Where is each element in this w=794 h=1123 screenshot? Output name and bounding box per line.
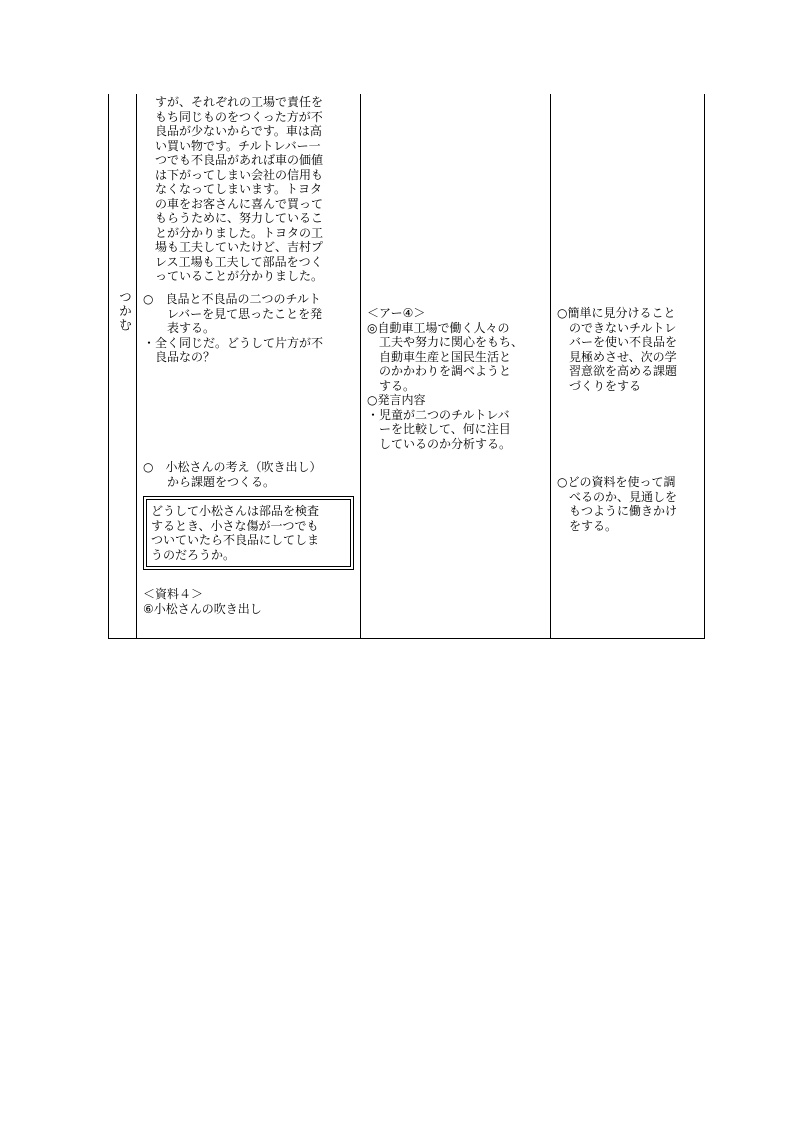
text-line: もらうために、努力しているこ — [143, 211, 324, 225]
task-box — [143, 496, 354, 570]
text-line: レス工場も工夫して部品をつく — [143, 254, 323, 269]
support-block-1 — [557, 306, 703, 393]
text-line: ・児童が二つのチルトレバ — [367, 407, 510, 422]
evaluation-text — [367, 306, 549, 451]
text-line: ○ 良品と不良品の二つのチルト — [143, 292, 321, 306]
text-line: ◎自動車工場で働く人々の — [367, 320, 510, 335]
text-line: なくなってしまいます。トヨタ — [143, 182, 323, 196]
task-line: どうして小松さんは部品を検査 — [151, 504, 320, 518]
text-line: ○ 小松さんの考え（吹き出し） — [143, 460, 322, 474]
text-line: い買い物です。チルトレバー一 — [143, 138, 321, 153]
task-line: うのだろうか。 — [151, 547, 236, 562]
text-line: ⑥小松さんの吹き出し — [143, 601, 262, 616]
text-line: 場も工夫していたけど、吉村プ — [143, 240, 324, 254]
text-line: は下がってしまい会社の信用も — [143, 167, 324, 182]
text-line: のできないチルトレ — [557, 320, 677, 335]
text-line: 自動車生産と国民生活と — [367, 349, 512, 364]
text-line: バーを使い不良品を — [557, 335, 678, 349]
text-line: ○発言内容 — [367, 393, 426, 407]
task-box-inner — [146, 499, 351, 567]
activity-item-2 — [143, 460, 359, 489]
text-line: 習意欲を高める課題 — [557, 364, 678, 378]
text-line: しているのか分析する。 — [367, 436, 512, 451]
text-line: ＜資料４＞ — [143, 587, 204, 601]
text-line: っていることが分かりました。 — [143, 269, 324, 283]
text-line: ＜アー④＞ — [367, 306, 426, 320]
text-line: の車をお客さんに喜んで買って — [143, 196, 324, 211]
text-line: をする。 — [557, 518, 618, 533]
text-line: ○簡単に見分けること — [557, 306, 676, 320]
text-line: ○どの資料を使って調 — [557, 475, 676, 489]
text-line: 見極めさせ、次の学 — [557, 349, 677, 364]
text-line: 表する。 — [143, 321, 216, 335]
text-line: から課題をつくる。 — [143, 474, 276, 489]
text-line: つでも不良品があれば車の価値 — [143, 153, 324, 167]
text-line: すが、それぞれの工場で責任を — [143, 95, 324, 109]
activity-continued-text — [143, 95, 359, 284]
activity-item-1 — [143, 292, 359, 365]
text-line: もち同じものをつくった方が不 — [143, 109, 323, 124]
text-line: べるのか、見通しを — [557, 489, 678, 504]
text-line: 工夫や努力に関心をもち、 — [367, 335, 524, 349]
task-line: するとき、小さな傷が一つでも — [151, 518, 319, 533]
column-divider-3 — [550, 94, 551, 638]
text-line: ーを比較して、何に注目 — [367, 422, 511, 436]
task-line: ついていたら不良品にしてしま — [151, 533, 320, 547]
column-divider-2 — [360, 94, 361, 638]
stage-label: つかむ — [116, 290, 131, 332]
text-line: とが分かりました。トヨタの工 — [143, 225, 324, 240]
column-divider-1 — [136, 94, 137, 638]
text-line: のかかわりを調べようと — [367, 364, 512, 378]
text-line: 良品なの？ — [143, 350, 216, 364]
material-reference — [143, 587, 359, 616]
text-line: 良品が少ないからです。車は高 — [143, 124, 322, 138]
text-line: づくりをする — [557, 378, 642, 393]
lesson-plan-table — [108, 94, 705, 639]
text-line: する。 — [367, 378, 416, 393]
support-block-2 — [557, 475, 703, 533]
text-line: レバーを見て思ったことを発 — [143, 306, 323, 321]
text-line: ・全く同じだ。どうして片方が不 — [143, 335, 324, 350]
text-line: もつように働きかけ — [557, 504, 678, 518]
